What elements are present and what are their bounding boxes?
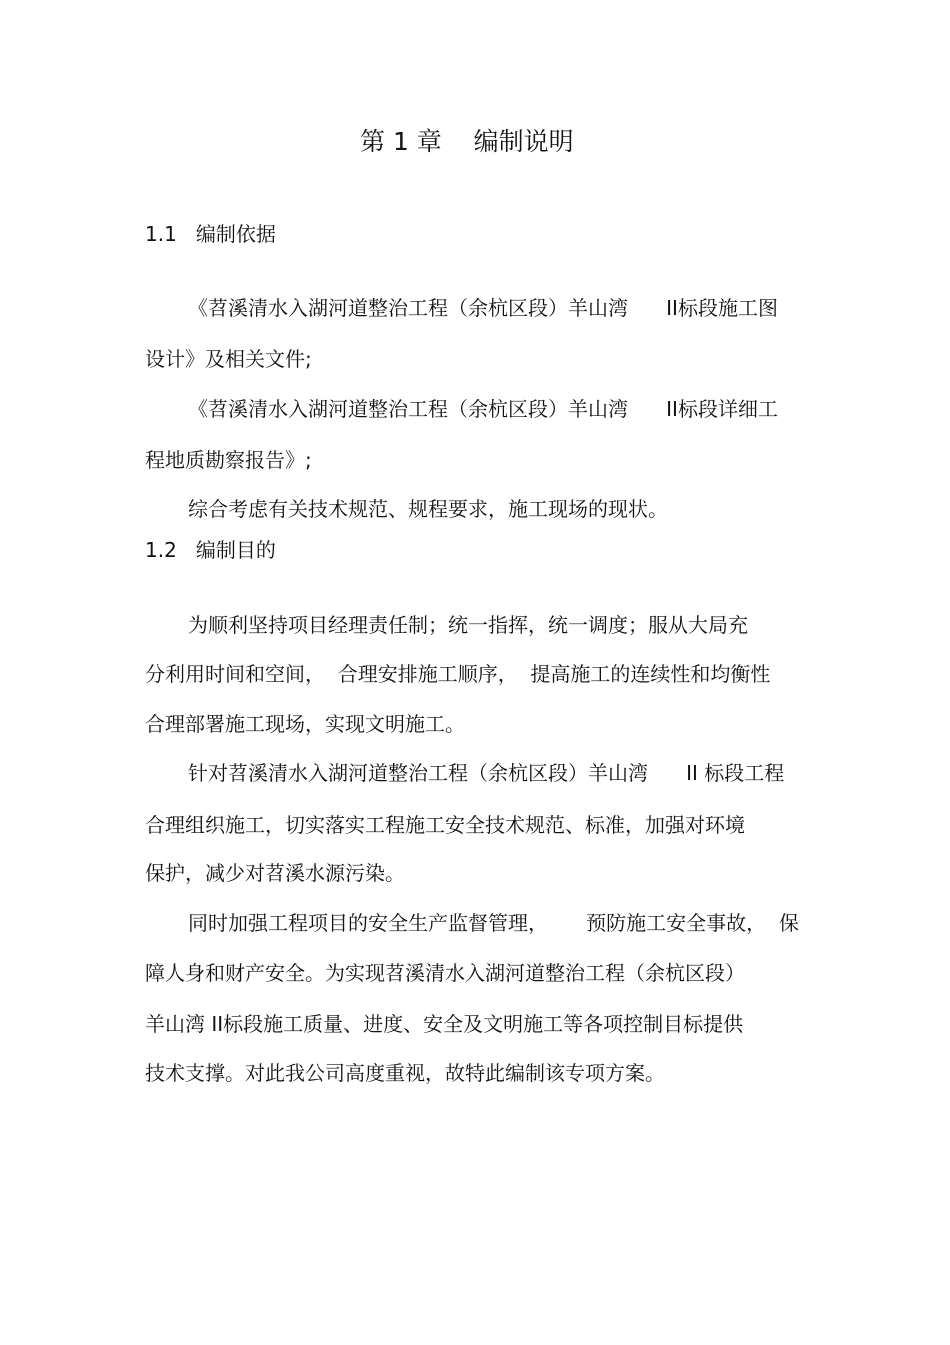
paragraph-line: 障人身和财产安全。为实现苕溪清水入湖河道整治工程（余杭区段）	[145, 961, 745, 985]
paragraph-line: 合理组织施工，切实落实工程施工安全技术规范、标准，加强对环境	[145, 813, 745, 837]
paragraph-line: 保护，减少对苕溪水源污染。	[145, 861, 405, 885]
paragraph-line: 羊山湾 II标段施工质量、进度、安全及文明施工等各项控制目标提供	[145, 1012, 744, 1036]
paragraph-line: 合理部署施工现场，实现文明施工。	[145, 712, 465, 736]
paragraph-line: 综合考虑有关技术规范、规程要求，施工现场的现状。	[188, 497, 668, 521]
paragraph-line: 为顺利坚持项目经理责任制；统一指挥，统一调度；服从大局充	[188, 613, 748, 637]
paragraph-line: 技术支撑。对此我公司高度重视，故特此编制该专项方案。	[145, 1061, 665, 1085]
paragraph-line: 《苕溪清水入湖河道整治工程（余杭区段）羊山湾 II标段施工图	[188, 296, 778, 320]
paragraph-line: 分利用时间和空间， 合理安排施工顺序， 提高施工的连续性和均衡性	[145, 662, 771, 686]
section-heading-1-1: 1.1 编制依据	[145, 222, 276, 246]
paragraph-line: 设计》及相关文件;	[145, 347, 312, 371]
paragraph-line: 针对苕溪清水入湖河道整治工程（余杭区段）羊山湾 II 标段工程	[188, 761, 785, 785]
section-heading-1-2: 1.2 编制目的	[145, 538, 276, 562]
chapter-title: 第 1 章 编制说明	[360, 127, 574, 156]
paragraph-line: 同时加强工程项目的安全生产监督管理， 预防施工安全事故， 保	[188, 911, 799, 935]
paragraph-line: 《苕溪清水入湖河道整治工程（余杭区段）羊山湾 II标段详细工	[188, 397, 778, 421]
paragraph-line: 程地质勘察报告》;	[145, 448, 312, 472]
